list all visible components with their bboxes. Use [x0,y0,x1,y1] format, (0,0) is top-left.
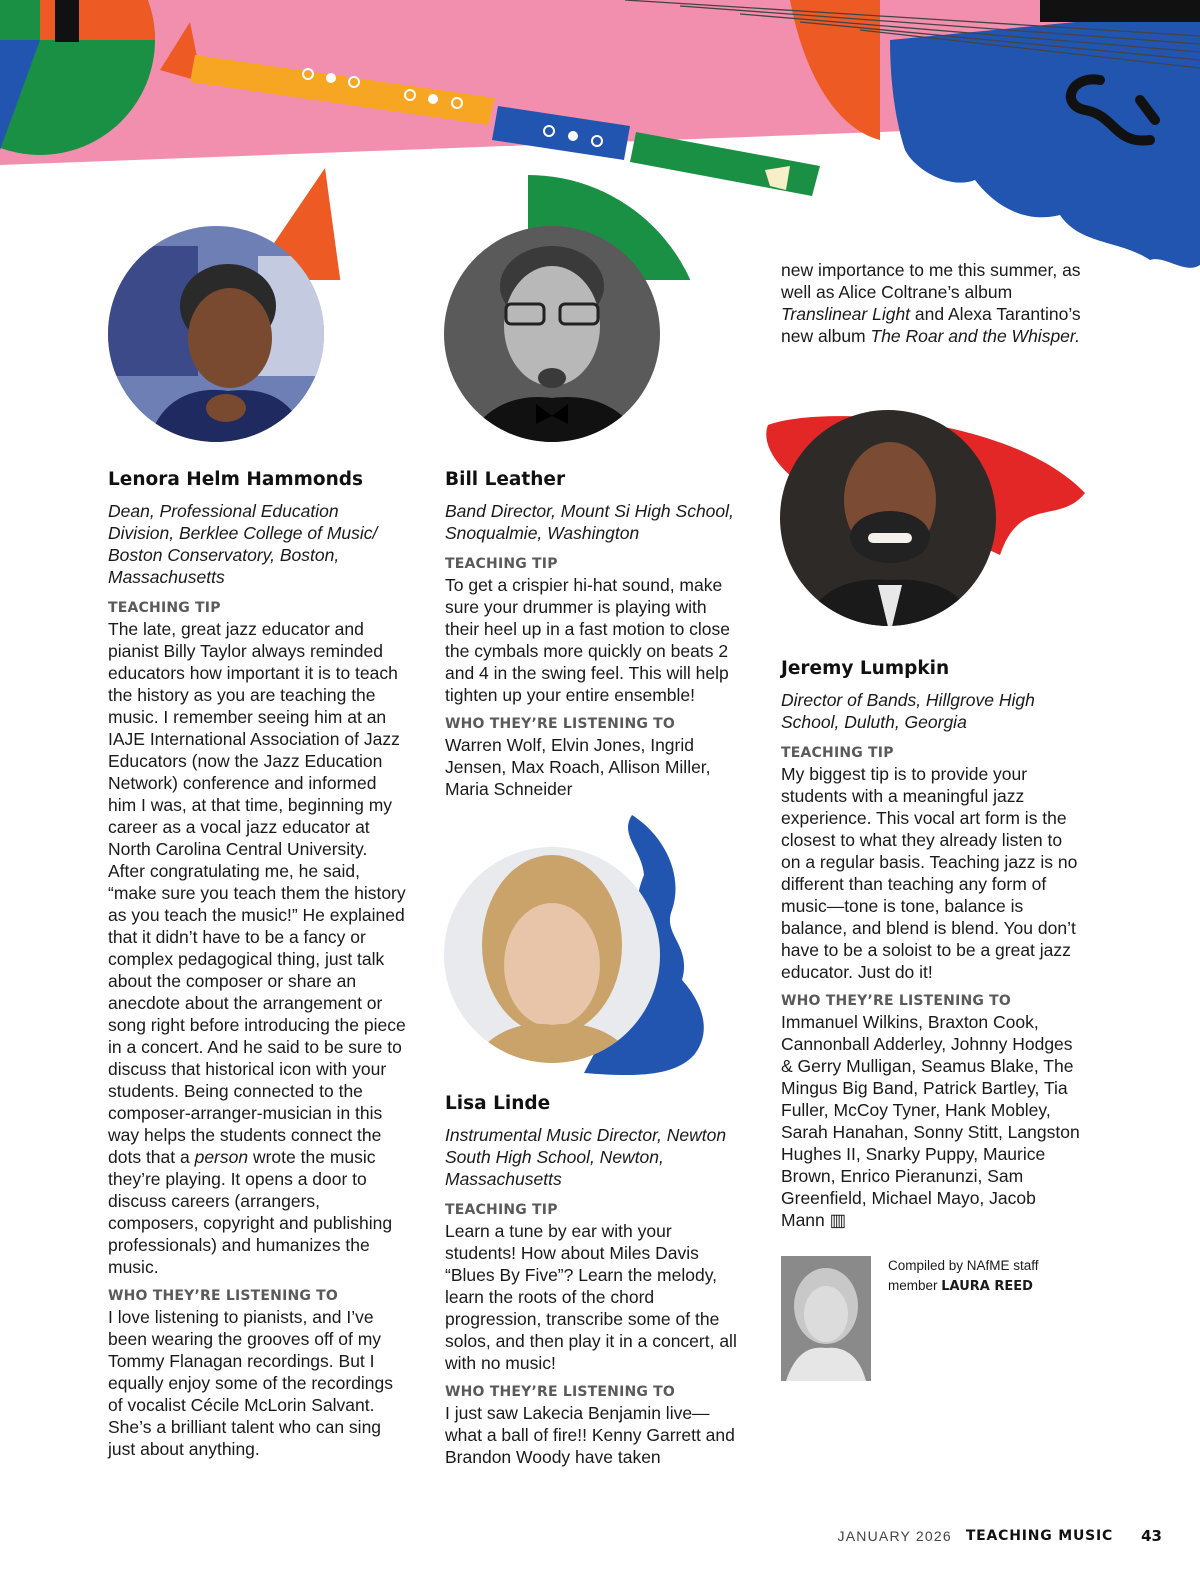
profile-title: Instrumental Music Director, Newton South High School, Newton, Massachusetts [445,1125,727,1189]
profile-lenora-helm-hammonds [108,468,408,1468]
teaching-tip-label: TEACHING TIP [445,1202,558,1218]
profile-name: Bill Leather [445,469,566,490]
listening-label: WHO THEY’RE LISTENING TO [781,993,1012,1009]
listening-text: Warren Wolf, Elvin Jones, Ingrid Jensen, Max Roach, Allison Miller, Maria Schneider [445,735,711,799]
listening-label: WHO THEY’RE LISTENING TO [445,1384,676,1400]
profile-lisa-linde-continued [781,259,1081,355]
teaching-tip-text: To get a crispier hi-hat sound, make sure your drummer is playing with their heel up in a fast motion to close the cymbals more quickly on beats 2 and 4 in the swing feel. This will help tighten up your entire ensemble! [445,575,731,705]
avatar-jeremy-lumpkin [760,405,1090,635]
credit-text: Compiled by NAfME staff member LAURA REED [888,1258,1039,1294]
issue-date: JANUARY 2026 [837,1528,952,1544]
profile-title: Director of Bands, Hillgrove High School, Duluth, Georgia [781,690,1035,732]
guitar-neck-strip [55,0,79,42]
listening-label: WHO THEY’RE LISTENING TO [108,1288,339,1304]
page-number: 43 [1141,1527,1162,1545]
profile-name: Lisa Linde [445,1093,551,1114]
listening-text: Immanuel Wilkins, Braxton Cook, Cannonball Adderley, Johnny Hodges & Gerry Mulligan, Seamus Blake, The Mingus Big Band, Patrick Bartley, Tia Fuller, McCoy Tyner, Hank Mobley, Sarah Hanahan, Sonny Stitt, Langston Hughes II, Snarky Puppy, Maurice Brown, Enrico Pieranunzi, Sam Greenfield, Michael Mayo, Jacob Mann ▥ [781,1012,1080,1230]
avatar-bill-leather [444,226,664,446]
teaching-tip-text: Learn a tune by ear with your students! How about Miles Davis “Blues By Five”? Learn the melody, learn the roots of the chord progression, transcribe some of the solos, and then play it in a concert, all with no music! [445,1221,737,1373]
teaching-tip-label: TEACHING TIP [108,600,221,616]
profile-title: Band Director, Mount Si High School, Snoqualmie, Washington [445,501,734,543]
avatar-lisa-linde [444,815,714,1077]
profile-bill-leather [445,468,745,808]
credit-name: LAURA REED [941,1279,1033,1294]
profile-name: Lenora Helm Hammonds [108,469,364,490]
key-hole-icon [428,94,438,104]
avatar-lenora-helm-hammonds [108,226,328,446]
teaching-tip-label: TEACHING TIP [781,745,894,761]
magazine-name: TEACHING MUSIC [965,1528,1114,1544]
key-hole-icon [568,131,578,141]
profile-name: Jeremy Lumpkin [781,658,950,679]
black-cello-top [1040,0,1200,22]
page-footer [838,1524,1162,1548]
end-mark-icon: ▥ [829,1210,847,1230]
avatar-laura-reed [781,1256,871,1381]
recorder-green-body [630,132,820,196]
teaching-tip-label: TEACHING TIP [445,556,558,572]
profile-lisa-linde [445,1092,745,1476]
profile-title: Dean, Professional Education Division, Berklee College of Music/ Boston Conservatory, Boston, Massachusetts [108,501,378,587]
key-hole-icon [326,73,336,83]
teaching-tip-text: My biggest tip is to provide your students with a meaningful jazz experience. This vocal art form is the closest to what they already listen to on a regular basis. Teaching jazz is no different than teaching any form of music—tone is tone, balance is balance, and blend is blend. You don’t have to be a soloist to be a great jazz educator. Just do it! [781,764,1078,982]
listening-text-continued: new importance to me this summer, as well as Alice Coltrane’s album Translinear Light and Alexa Tarantino’s new album The Roar and the Whisper. [781,260,1081,346]
listening-label: WHO THEY’RE LISTENING TO [445,716,676,732]
listening-text: I love listening to pianists, and I’ve been wearing the grooves off of my Tommy Flanagan recordings. But I equally enjoy some of the recordings of vocalist Cécile McLorin Salvant. She’s a brilliant talent who can sing just about anything. [108,1307,394,1459]
listening-text: I just saw Lakecia Benjamin live—what a ball of fire!! Kenny Garrett and Brandon Woody have taken [445,1403,735,1467]
teaching-tip-text: The late, great jazz educator and pianist Billy Taylor always reminded educators how important it is to teach the history as you are teaching the music. I remember seeing him at an IAJE International Association of Jazz Educators (now the Jazz Education Network) conference and informed him I was, at that time, beginning my career as a vocal jazz educator at North Carolina Central University. After congratulating me, he said, “make sure you teach them the history as you teach the music!” He explained that it didn’t have to be a fancy or complex pedagogical thing, just talk about the composer or share an anecdote about the arrangement or song right before introducing the piece in a concert. And he said to be sure to discuss that historical icon with your students. Being connected to the composer-arranger-musician in this way helps the students connect the dots that a person wrote the music they’re playing. It opens a door to discuss careers (arrangers, composers, copyright and publishing professionals) and humanizes the music. [108,619,406,1277]
profile-jeremy-lumpkin [781,657,1081,1239]
